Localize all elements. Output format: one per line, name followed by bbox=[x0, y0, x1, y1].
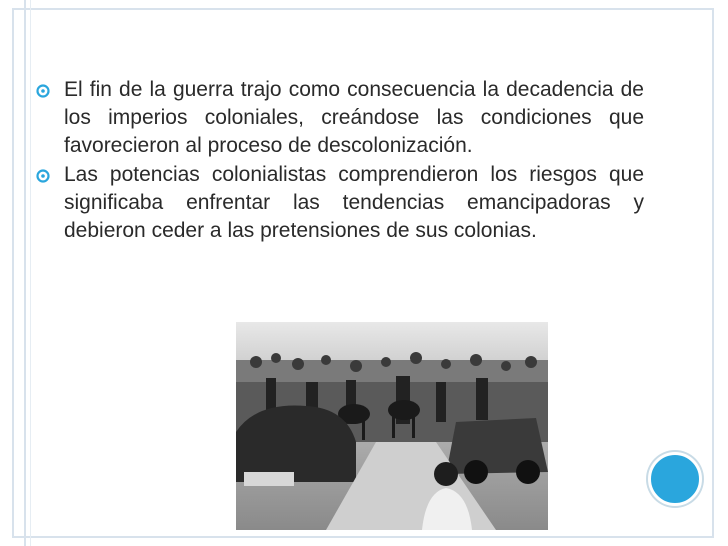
bullet-list bbox=[34, 76, 644, 246]
bullet-text: El fin de la guerra trajo como consecuencia la decadencia de los imperios coloniales, creándose las condiciones que favorecieron al proceso de descolonización. bbox=[64, 78, 644, 157]
bullet-text: Las potencias colonialistas comprendieron los riesgos que significaba enfrentar las tendencias emancipadoras y debieron ceder a las pretensiones de sus colonias. bbox=[64, 163, 644, 242]
bullet-item bbox=[34, 76, 644, 160]
bullet-item bbox=[34, 161, 644, 245]
left-decor-line-2 bbox=[30, 0, 31, 546]
bullet-icon bbox=[36, 169, 50, 183]
crowd-photo-illustration bbox=[236, 322, 548, 530]
left-decor-line bbox=[24, 0, 26, 546]
historical-photo bbox=[236, 322, 548, 530]
decorative-circle bbox=[648, 452, 702, 506]
bullet-icon bbox=[36, 84, 50, 98]
